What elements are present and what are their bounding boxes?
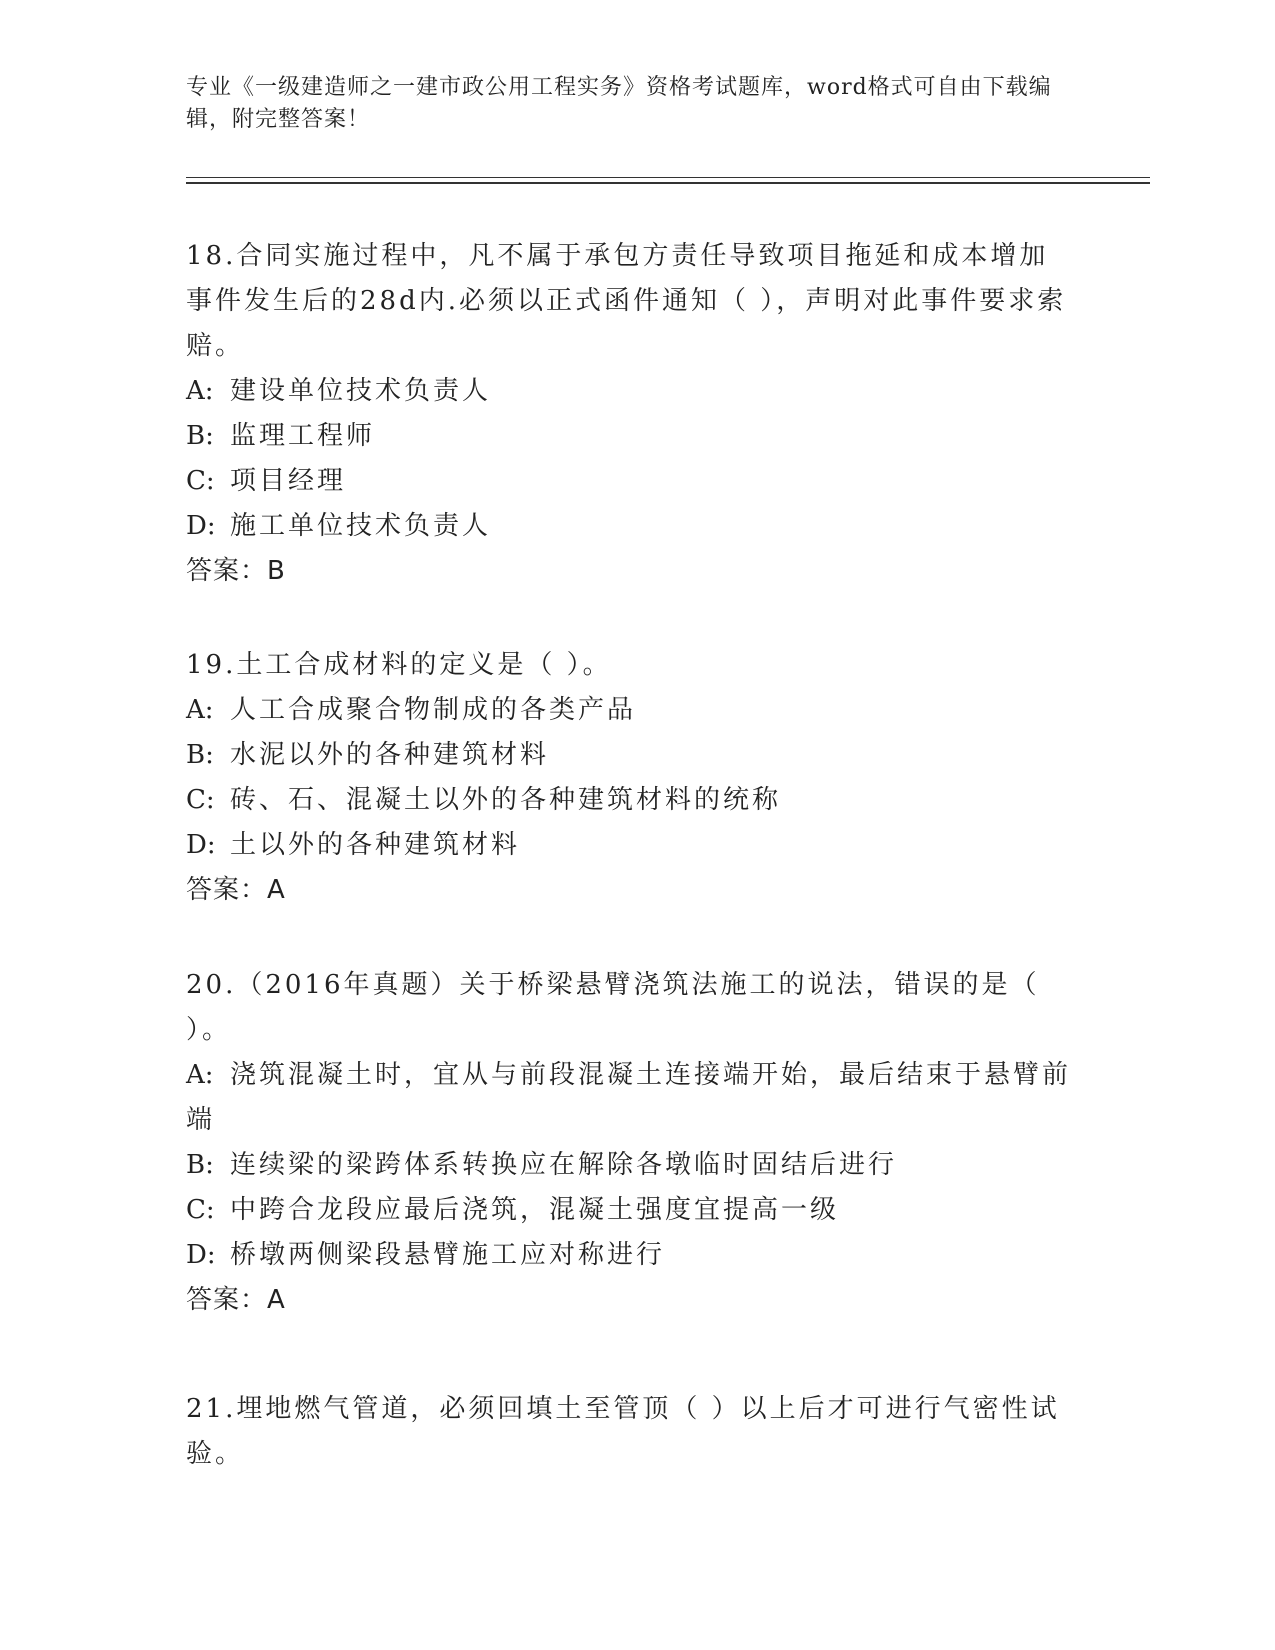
question-text: 19.土工合成材料的定义是（ ）。 [186, 650, 612, 680]
answer: 答案：A [186, 875, 286, 905]
option-key: B: [186, 421, 214, 451]
option-key: B: [186, 1150, 214, 1180]
answer: 答案：A [186, 1285, 286, 1315]
option-b [186, 414, 1076, 459]
question-21 [186, 1387, 1076, 1477]
option-key: D: [186, 830, 216, 860]
option-c [186, 778, 1076, 823]
option-text: 人工合成聚合物制成的各类产品 [230, 695, 637, 725]
question-20 [186, 963, 1076, 1323]
option-b [186, 733, 1076, 778]
answer: 答案：B [186, 556, 286, 586]
option-key: C: [186, 1195, 215, 1225]
header-divider-thin [186, 177, 1150, 178]
question-19 [186, 643, 1076, 913]
option-text: 建设单位技术负责人 [230, 376, 492, 406]
option-text: 浇筑混凝土时，宜从与前段混凝土连接端开始，最后结束于悬臂前端 [186, 1060, 1072, 1135]
option-text: 中跨合龙段应最后浇筑，混凝土强度宜提高一级 [230, 1195, 840, 1225]
header-divider-thick [186, 182, 1150, 184]
option-text: 项目经理 [230, 466, 347, 496]
option-b [186, 1143, 1076, 1188]
option-text: 监理工程师 [230, 421, 376, 451]
option-key: D: [186, 511, 216, 541]
option-key: C: [186, 785, 215, 815]
option-d [186, 1233, 1076, 1278]
question-text: 21.埋地燃气管道，必须回填土至管顶（ ）以上后才可进行气密性试验。 [186, 1394, 1060, 1469]
option-text: 连续梁的梁跨体系转换应在解除各墩临时固结后进行 [230, 1150, 898, 1180]
option-text: 桥墩两侧梁段悬臂施工应对称进行 [230, 1240, 666, 1270]
option-text: 砖、石、混凝土以外的各种建筑材料的统称 [230, 785, 782, 815]
option-key: D: [186, 1240, 216, 1270]
option-key: B: [186, 740, 214, 770]
option-a [186, 1053, 1076, 1143]
option-a [186, 369, 1076, 414]
document-header: 专业《一级建造师之一建市政公用工程实务》资格考试题库，word格式可自由下载编辑，附完整答案！ [186, 75, 1052, 132]
question-text: 20.（2016年真题）关于桥梁悬臂浇筑法施工的说法，错误的是（ ）。 [186, 970, 1040, 1045]
option-text: 土以外的各种建筑材料 [230, 830, 521, 860]
question-text: 18.合同实施过程中，凡不属于承包方责任导致项目拖延和成本增加事件发生后的28d内.必须以正式函件通知（ ），声明对此事件要求索赔。 [186, 241, 1067, 361]
option-text: 施工单位技术负责人 [230, 511, 492, 541]
option-c [186, 1188, 1076, 1233]
option-key: A: [186, 695, 214, 725]
option-key: C: [186, 466, 215, 496]
option-a [186, 688, 1076, 733]
option-key: A: [186, 1060, 214, 1090]
option-d [186, 823, 1076, 868]
option-key: A: [186, 376, 214, 406]
question-18 [186, 234, 1076, 594]
option-d [186, 504, 1076, 549]
option-c [186, 459, 1076, 504]
option-text: 水泥以外的各种建筑材料 [230, 740, 550, 770]
